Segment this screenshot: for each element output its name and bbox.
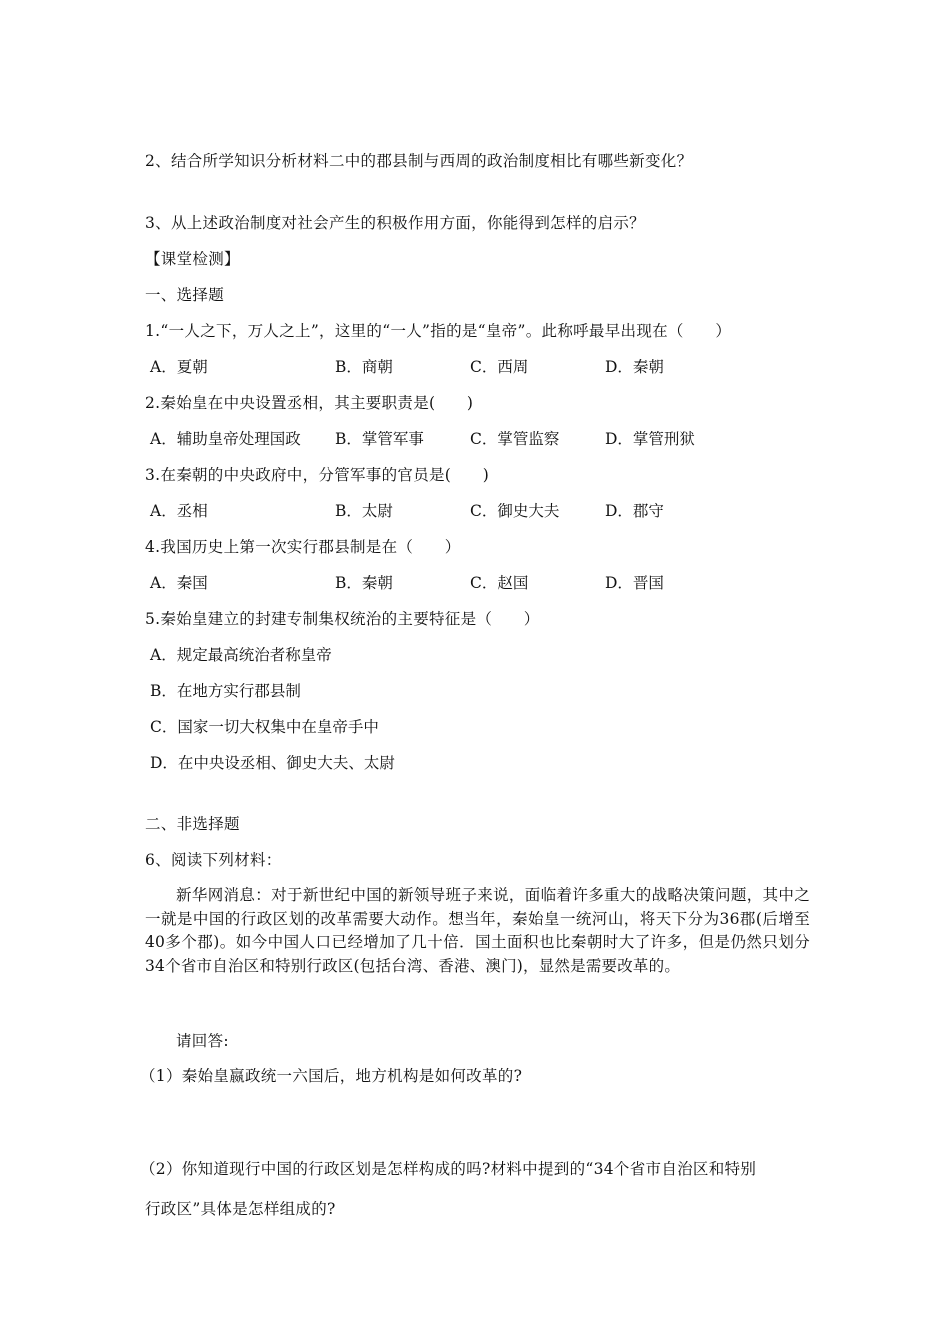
question-6-material: 新华网消息：对于新世纪中国的新领导班子来说，面临着许多重大的战略决策问题，其中之一就是中国的行政区划的改革需要大动作。想当年，秦始皇一统河山，将天下分为36郡(后增至40多个郡)。如今中国人口已经增加了几十倍．国土面积也比秦朝时大了许多，但是仍然只划分34个省市自治区和特别行政区(包括台湾、香港、澳门)，显然是需要改革的。 [145,886,810,975]
section-heading-non-choice: 二、非选择题 [145,815,240,833]
mcq-3-option-b: B．太尉 [335,502,393,520]
analysis-question-3: 3、从上述政治制度对社会产生的积极作用方面，你能得到怎样的启示？ [145,214,645,232]
mcq-3-option-d: D．郡守 [605,502,664,520]
mcq-1-option-b: B．商朝 [335,358,393,376]
mcq-3-option-c: C．御史大夫 [470,502,560,520]
mcq-5-stem: 5.秦始皇建立的封建专制集权统治的主要特征是（ ） [145,610,540,628]
question-6-sub-1: （1）秦始皇嬴政统一六国后，地方机构是如何改革的? [140,1067,523,1085]
mcq-5-option-b: B．在地方实行郡县制 [150,682,301,700]
mcq-4-option-a: A．秦国 [150,574,208,592]
mcq-1-option-a: A．夏朝 [150,358,208,376]
question-6-sub-2-line-2: 行政区”具体是怎样组成的? [145,1200,336,1218]
mcq-1-stem: 1.“一人之下，万人之上”，这里的“一人”指的是“皇帝”。此称呼最早出现在（ ） [145,322,732,340]
mcq-2-stem: 2.秦始皇在中央设置丞相，其主要职责是( ) [145,394,474,412]
section-heading-class-check: 【课堂检测】 [145,250,240,268]
section-heading-multiple-choice: 一、选择题 [145,286,225,304]
mcq-5-option-c: C．国家一切大权集中在皇帝手中 [150,718,379,736]
mcq-4-option-b: B．秦朝 [335,574,393,592]
mcq-4-option-c: C．赵国 [470,574,529,592]
mcq-4-option-d: D．晋国 [605,574,664,592]
mcq-3-stem: 3.在秦朝的中央政府中，分管军事的官员是( ) [145,466,490,484]
mcq-2-option-a: A．辅助皇帝处理国政 [150,430,301,448]
mcq-1-option-d: D．秦朝 [605,358,664,376]
analysis-question-2: 2、结合所学知识分析材料二中的郡县制与西周的政治制度相比有哪些新变化？ [145,152,693,170]
mcq-2-option-b: B．掌管军事 [335,430,424,448]
question-6-sub-2-line-1: （2）你知道现行中国的行政区划是怎样构成的吗?材料中提到的“34个省市自治区和特别 [140,1160,757,1178]
mcq-5-option-d: D．在中央设丞相、御史大夫、太尉 [150,754,395,772]
question-6-prompt: 请回答: [176,1032,229,1050]
question-6-title: 6、阅读下列材料： [145,851,282,869]
mcq-5-option-a: A．规定最高统治者称皇帝 [150,646,332,664]
mcq-2-option-c: C．掌管监察 [470,430,560,448]
mcq-4-stem: 4.我国历史上第一次实行郡县制是在（ ） [145,538,461,556]
mcq-1-option-c: C．西周 [470,358,529,376]
mcq-2-option-d: D．掌管刑狱 [605,430,695,448]
mcq-3-option-a: A．丞相 [150,502,208,520]
